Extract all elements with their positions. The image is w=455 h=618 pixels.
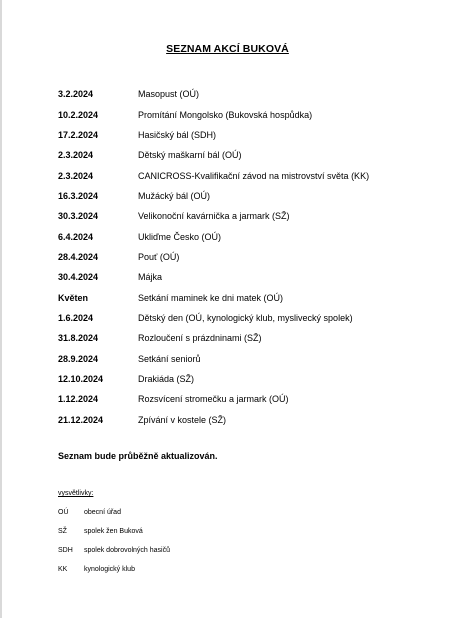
- legend-meaning: spolek dobrovolných hasičů: [84, 547, 170, 554]
- event-date: 12.10.2024: [58, 373, 104, 384]
- legend-list: [58, 503, 358, 579]
- event-date: Květen: [58, 292, 89, 303]
- event-name: Drakiáda (SŽ): [138, 373, 195, 384]
- legend-item: [58, 522, 358, 541]
- legend-abbr: SŽ: [58, 528, 67, 535]
- event-name: Rozloučení s prázdninami (SŽ): [138, 333, 262, 344]
- event-row: [58, 84, 438, 104]
- event-date: 6.4.2024: [58, 231, 94, 242]
- event-date: 17.2.2024: [58, 129, 99, 140]
- event-name: Masopust (OÚ): [138, 89, 200, 100]
- legend-abbr: SDH: [58, 547, 73, 554]
- event-list: [58, 84, 438, 430]
- event-name: Setkání maminek ke dni matek (OÚ): [138, 292, 284, 303]
- event-row: [58, 389, 438, 409]
- legend-heading: vysvětlivky:: [58, 490, 94, 497]
- event-row: [58, 369, 438, 389]
- event-date: 3.2.2024: [58, 89, 94, 100]
- event-name: Setkání seniorů: [138, 353, 201, 364]
- legend-item: [58, 560, 358, 579]
- event-row: [58, 287, 438, 307]
- legend-abbr: KK: [58, 566, 68, 573]
- page-title: SEZNAM AKCÍ BUKOVÁ: [166, 43, 289, 55]
- legend-abbr: OÚ: [58, 509, 69, 516]
- event-row: [58, 328, 438, 348]
- event-name: Mužácký bál (OÚ): [138, 190, 211, 201]
- event-row: [58, 145, 438, 165]
- event-row: [58, 226, 438, 246]
- event-row: [58, 186, 438, 206]
- event-date: 16.3.2024: [58, 190, 99, 201]
- event-name: Rozsvícení stromečku a jarmark (OÚ): [138, 394, 289, 405]
- event-row: [58, 206, 438, 226]
- event-date: 21.12.2024: [58, 414, 104, 425]
- page-left-edge: [0, 0, 2, 618]
- event-name: Dětský maškarní bál (OÚ): [138, 150, 242, 161]
- event-row: [58, 104, 438, 124]
- event-date: 2.3.2024: [58, 170, 94, 181]
- event-name: Zpívání v kostele (SŽ): [138, 414, 227, 425]
- update-note: Seznam bude průběžně aktualizován.: [58, 451, 218, 461]
- event-date: 2.3.2024: [58, 150, 94, 161]
- event-date: 30.4.2024: [58, 272, 99, 283]
- event-row: [58, 125, 438, 145]
- legend-meaning: spolek žen Buková: [84, 528, 143, 535]
- event-date: 31.8.2024: [58, 333, 99, 344]
- event-name: Májka: [138, 272, 163, 283]
- event-date: 28.4.2024: [58, 251, 99, 262]
- legend-item: [58, 541, 358, 560]
- event-date: 28.9.2024: [58, 353, 99, 364]
- event-name: Dětský den (OÚ, kynologický klub, myslivecký spolek): [138, 312, 353, 323]
- event-row: [58, 348, 438, 368]
- event-row: [58, 165, 438, 185]
- event-name: Promítání Mongolsko (Bukovská hospůdka): [138, 109, 313, 120]
- event-name: Hasičský bál (SDH): [138, 129, 217, 140]
- event-date: 1.6.2024: [58, 312, 94, 323]
- event-name: Velikonoční kavárnička a jarmark (SŽ): [138, 211, 290, 222]
- event-date: 30.3.2024: [58, 211, 99, 222]
- event-row: [58, 267, 438, 287]
- legend-item: [58, 503, 358, 522]
- legend-meaning: obecní úřad: [84, 509, 121, 516]
- event-date: 10.2.2024: [58, 109, 99, 120]
- event-name: Pouť (OÚ): [138, 251, 180, 262]
- event-name: Ukliďme Česko (OÚ): [138, 231, 222, 242]
- legend-meaning: kynologický klub: [84, 566, 135, 573]
- event-date: 1.12.2024: [58, 394, 99, 405]
- event-row: [58, 308, 438, 328]
- event-row: [58, 247, 438, 267]
- event-name: CANICROSS-Kvalifikační závod na mistrovství světa (KK): [138, 170, 370, 181]
- event-row: [58, 410, 438, 430]
